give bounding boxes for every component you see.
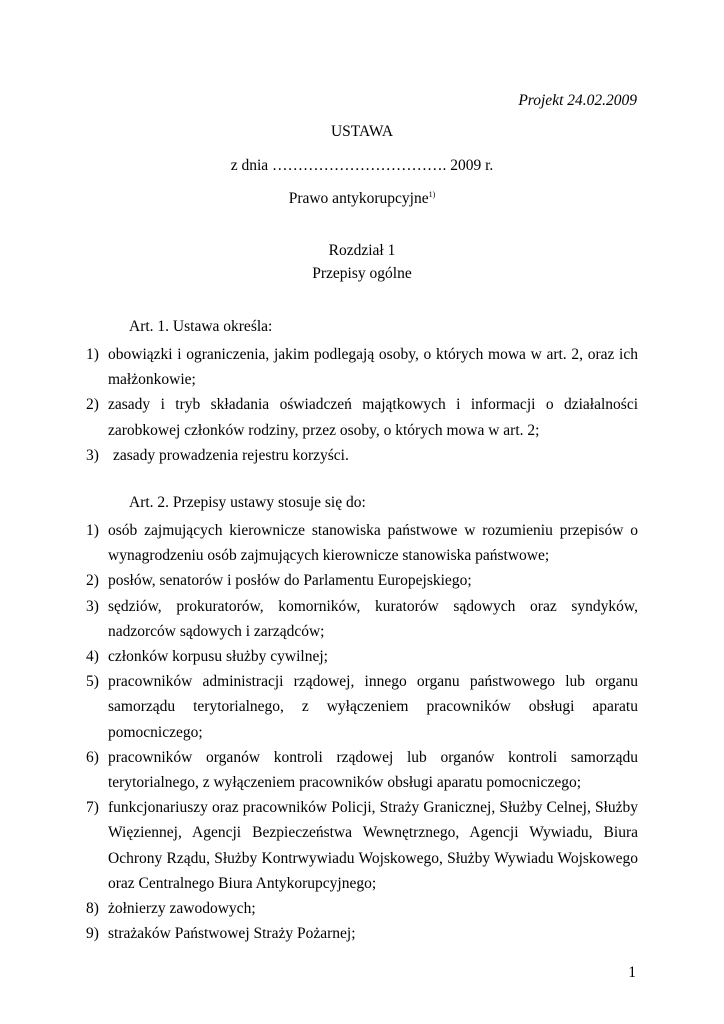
project-date: Projekt 24.02.2009 [518,92,637,109]
list-item [86,896,638,921]
art2-list [86,518,638,946]
act-name-text: Prawo antykorupcyjne [288,190,429,207]
list-item-number: 9) [86,925,99,943]
list-item-text: funkcjonariuszy oraz pracowników Policji, Straży Granicznej, Służby Celnej, Służby Więziennej, Agencji Bezpieczeństwa Wewnętrznego, Agencji Wywiadu, Biura Ochrony Rządu, Służby Kontrwywiadu Wojskowego, Służby Wywiadu Wojskowego oraz Centralnego Biura Antykorupcyjnego; [108,799,638,892]
list-item-text: pracowników administracji rządowej, innego organu państwowego lub organu samorządu terytorialnego, z wyłączeniem pracowników obsługi aparatu pomocniczego; [108,673,638,741]
list-item [86,669,638,745]
list-item-text: osób zajmujących kierownicze stanowiska państwowe w rozumieniu przepisów o wynagrodzeniu osób zajmujących kierownicze stanowiska państwowe; [108,522,638,565]
list-item [86,644,638,669]
list-item-number: 3) [86,597,99,615]
list-item [86,921,638,946]
list-item-text: zasady prowadzenia rejestru korzyści. [113,446,349,464]
art1-intro: Art. 1. Ustawa określa: [129,318,273,335]
list-item-text: obowiązki i ograniczenia, jakim podlegają osoby, o których mowa w art. 2, oraz ich małżonkowie; [108,346,638,389]
list-item [86,443,638,468]
footnote-reference: 1) [428,189,436,199]
list-item [86,518,638,568]
list-item-text: zasady i tryb składania oświadczeń majątkowych i informacji o działalności zarobkowej członków rodziny, przez osoby, o których mowa w art. 2; [108,396,638,439]
list-item-text: pracowników organów kontroli rządowej lub organów kontroli samorządu terytorialnego, z wyłączeniem pracowników obsługi aparatu pomocniczego; [108,748,638,792]
list-item [86,392,638,442]
list-item-number: 2) [86,572,99,590]
list-item [86,745,638,795]
list-item-number: 8) [86,900,99,918]
list-item-number: 7) [86,799,99,817]
list-item-text: sędziów, prokuratorów, komorników, kuratorów sądowych oraz syndyków, nadzorców sądowych i zarządców; [108,597,638,640]
list-item-number: 1) [86,522,99,539]
list-item-number: 2) [86,396,99,414]
chapter-label: Rozdział 1 [328,242,396,259]
list-item-text: strażaków Państwowej Straży Pożarnej; [108,925,356,943]
list-item-text: posłów, senatorów i posłów do Parlamentu Europejskiego; [108,572,472,590]
act-name [86,190,638,208]
act-title: USTAWA [330,123,394,140]
act-date-line: z dnia ……………………………. 2009 r. [230,157,494,174]
chapter-name: Przepisy ogólne [312,265,412,282]
list-item [86,594,638,644]
list-item-number: 5) [86,673,99,691]
list-item-number: 3) [86,446,99,464]
page-number: 1 [628,964,636,981]
list-item [86,795,638,896]
list-item-number: 4) [86,648,99,666]
art2-intro: Art. 2. Przepisy ustawy stosuje się do: [129,494,366,511]
list-item [86,568,638,593]
list-item-number: 6) [86,748,99,766]
list-item-text: żołnierzy zawodowych; [108,900,256,918]
art1-list [86,342,638,468]
list-item-number: 1) [86,346,99,363]
list-item-text: członków korpusu służby cywilnej; [108,648,328,666]
list-item [86,342,638,392]
